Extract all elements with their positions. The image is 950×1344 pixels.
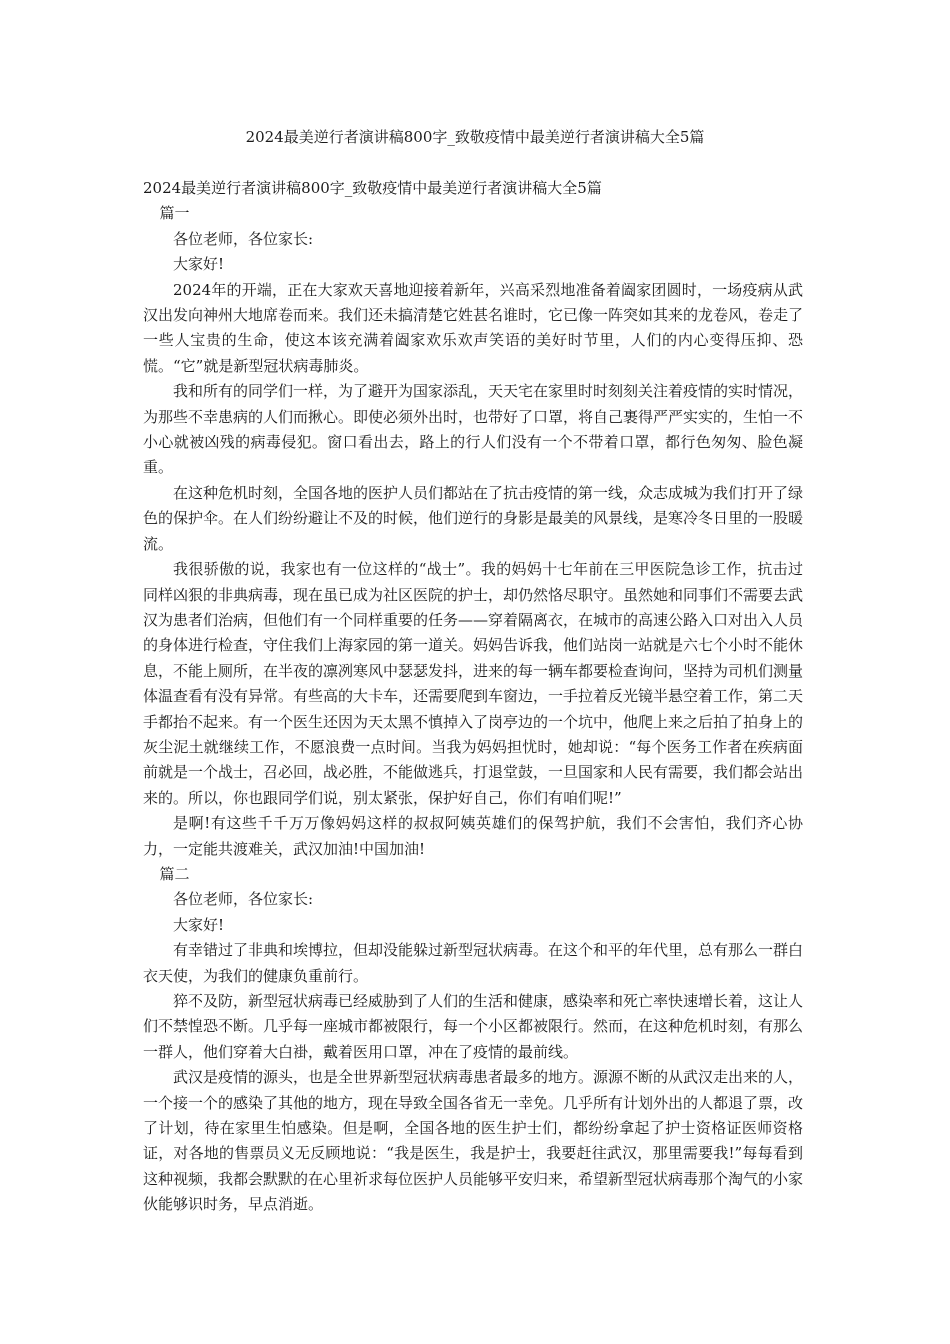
greeting: 大家好! bbox=[173, 255, 225, 274]
document-body bbox=[143, 176, 803, 1218]
paragraph: 猝不及防，新型冠状病毒已经威胁到了人们的生活和健康，感染率和死亡率快速增长着，这让人们不禁惶恐不断。几乎每一座城市都被限行，每一个小区都被限行。然而，在这种危机时刻，有那么一群人，他们穿着大白褂，戴着医用口罩，冲在了疫情的最前线。 bbox=[143, 992, 804, 1061]
paragraph: 在这种危机时刻，全国各地的医护人员们都站在了抗击疫情的第一线，众志成城为我们打开了绿色的保护伞。在人们纷纷避让不及的时候，他们逆行的身影是最美的风景线，是寒冷冬日里的一股暖流。 bbox=[143, 483, 804, 553]
paragraph: 2024年的开端，正在大家欢天喜地迎接着新年，兴高采烈地准备着阖家团圆时，一场疫病从武汉出发向神州大地席卷而来。我们还未搞清楚它姓甚名谁时，它已像一阵突如其来的龙卷风，卷走了一些人宝贵的生命，使这本该充满着阖家欢乐欢声笑语的美好时节里，人们的内心变得压抑、恐慌。“它”就是新型冠状病毒肺炎。 bbox=[143, 280, 804, 375]
document-subtitle: 2024最美逆行者演讲稿800字_致敬疫情中最美逆行者演讲稿大全5篇 bbox=[143, 179, 602, 197]
paragraph: 有幸错过了非典和埃博拉，但却没能躲过新型冠状病毒。在这个和平的年代里，总有那么一群白衣天使，为我们的健康负重前行。 bbox=[143, 941, 804, 985]
section-label: 篇二 bbox=[159, 864, 190, 883]
salutation: 各位老师，各位家长: bbox=[173, 890, 314, 909]
greeting: 大家好! bbox=[173, 915, 225, 934]
document-title: 2024最美逆行者演讲稿800字_致敬疫情中最美逆行者演讲稿大全5篇 bbox=[245, 128, 705, 146]
paragraph: 武汉是疫情的源头，也是全世界新型冠状病毒患者最多的地方。源源不断的从武汉走出来的人，一个接一个的感染了其他的地方，现在导致全国各省无一幸免。几乎所有计划外出的人都退了票，改了计划，待在家里生怕感染。但是啊，全国各地的医生护士们，都纷纷拿起了护士资格证医师资格证，对各地的售票员义无反顾地说：“我是医生，我是护士，我要赶往武汉，那里需要我!”每每看到这种视频，我都会默默的在心里祈求每位医护人员能够平安归来，希望新型冠状病毒那个淘气的小家伙能够识时务，早点消逝。 bbox=[143, 1068, 804, 1214]
section-label: 篇一 bbox=[159, 204, 190, 223]
paragraph: 是啊!有这些千千万万像妈妈这样的叔叔阿姨英雄们的保驾护航，我们不会害怕，我们齐心协力，一定能共渡难关，武汉加油!中国加油! bbox=[143, 814, 803, 858]
paragraph: 我和所有的同学们一样，为了避开为国家添乱，天天宅在家里时时刻刻关注着疫情的实时情况，为那些不幸患病的人们而揪心。即使必须外出时，也带好了口罩，将自己裹得严严实实的，生怕一不小心就被凶残的病毒侵犯。窗口看出去，路上的行人们没有一个不带着口罩，都行色匆匆、脸色凝重。 bbox=[143, 382, 804, 477]
salutation: 各位老师，各位家长: bbox=[173, 229, 314, 248]
paragraph: 我很骄傲的说，我家也有一位这样的“战士”。我的妈妈十七年前在三甲医院急诊工作，抗击过同样凶狠的非典病毒，现在虽已成为社区医院的护士，却仍然恪尽职守。虽然她和同事们不需要去武汉为患者们治病，但他们有一个同样重要的任务——穿着隔离衣，在城市的高速公路入口对出入人员的身体进行检查，守住我们上海家园的第一道关。妈妈告诉我，他们站岗一站就是六七个小时不能休息，不能上厕所，在半夜的凛冽寒风中瑟瑟发抖，进来的每一辆车都要检查询问，坚持为司机们测量体温查看有没有异常。有些高的大卡车，还需要爬到车窗边，一手拉着反光镜半悬空着工作，第二天手都抬不起来。有一个医生还因为天太黑不慎掉入了岗亭边的一个坑中，他爬上来之后拍了拍身上的灰尘泥土就继续工作，不愿浪费一点时间。当我为妈妈担忧时，她却说：“每个医务工作者在疾病面前就是一个战士，召必回，战必胜，不能做逃兵，打退堂鼓，一旦国家和人民有需要，我们都会站出来的。所以，你也跟同学们说，别太紧张，保护好自己，你们有咱们呢!” bbox=[143, 560, 804, 807]
